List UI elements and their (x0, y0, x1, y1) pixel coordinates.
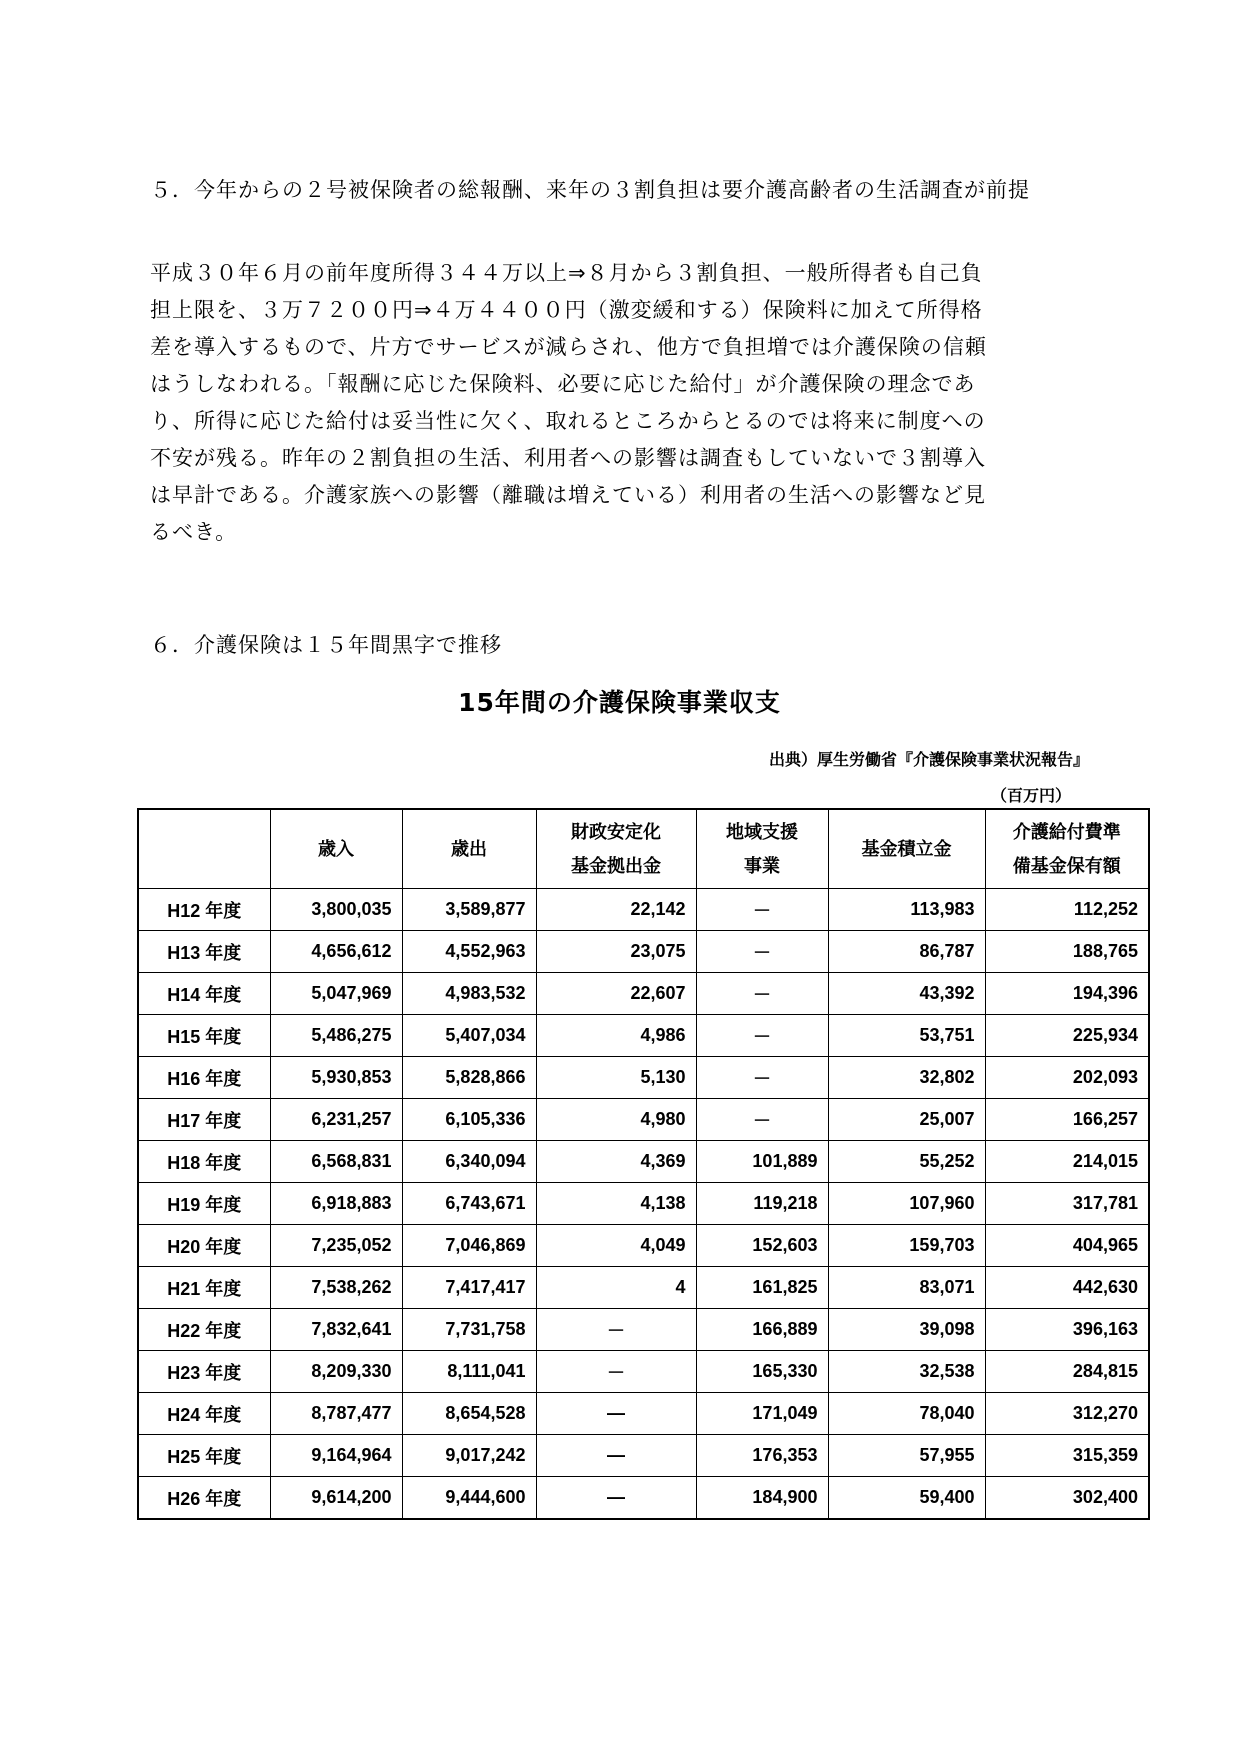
table-cell: 4 (536, 1267, 696, 1309)
row-year: H22 年度 (138, 1309, 270, 1351)
table-cell: 23,075 (536, 931, 696, 973)
table-cell: － (696, 889, 828, 931)
table-cell: 39,098 (828, 1309, 985, 1351)
table-cell: 55,252 (828, 1141, 985, 1183)
table-cell: 165,330 (696, 1351, 828, 1393)
table-row (138, 1225, 1149, 1267)
table-cell: 225,934 (985, 1015, 1149, 1057)
table-cell: 3,800,035 (270, 889, 402, 931)
table-cell: － (696, 931, 828, 973)
row-year: H16 年度 (138, 1057, 270, 1099)
row-year: H26 年度 (138, 1477, 270, 1520)
paragraph-line: 平成３０年６月の前年度所得３４４万以上⇒８月から３割負担、一般所得者も自己負 (150, 261, 983, 285)
header-community-support: 地域支援 事業 (696, 809, 828, 889)
table-row (138, 1435, 1149, 1477)
table-cell: 25,007 (828, 1099, 985, 1141)
header-row (138, 809, 1149, 889)
table-cell: 6,568,831 (270, 1141, 402, 1183)
table-row (138, 1183, 1149, 1225)
table-cell: 59,400 (828, 1477, 985, 1520)
table-cell: 214,015 (985, 1141, 1149, 1183)
table-row (138, 1015, 1149, 1057)
table-cell: 152,603 (696, 1225, 828, 1267)
paragraph-line: り、所得に応じた給付は妥当性に欠く、取れるところからとるのでは将来に制度への (150, 409, 986, 433)
row-year: H14 年度 (138, 973, 270, 1015)
table-cell: 57,955 (828, 1435, 985, 1477)
table-cell: 284,815 (985, 1351, 1149, 1393)
table-cell: 7,731,758 (402, 1309, 536, 1351)
table-cell: － (696, 973, 828, 1015)
table-cell: 5,047,969 (270, 973, 402, 1015)
table-cell: 4,369 (536, 1141, 696, 1183)
table-row (138, 931, 1149, 973)
table-cell: 317,781 (985, 1183, 1149, 1225)
table-cell: 43,392 (828, 973, 985, 1015)
table-cell: 5,486,275 (270, 1015, 402, 1057)
section-5-heading: ５．今年からの２号被保険者の総報酬、来年の３割負担は要介護高齢者の生活調査が前提 (150, 178, 1030, 202)
table-cell: － (696, 1015, 828, 1057)
table-cell: 6,918,883 (270, 1183, 402, 1225)
paragraph-line: るべき。 (150, 520, 238, 544)
header-fund-reserve: 基金積立金 (828, 809, 985, 889)
row-year: H17 年度 (138, 1099, 270, 1141)
table-row (138, 973, 1149, 1015)
header-benefit-reserve: 介護給付費準 備基金保有額 (985, 809, 1149, 889)
row-year: H24 年度 (138, 1393, 270, 1435)
table-cell: 6,231,257 (270, 1099, 402, 1141)
table-cell: 7,832,641 (270, 1309, 402, 1351)
table-cell: 9,444,600 (402, 1477, 536, 1520)
table-cell: ― (536, 1435, 696, 1477)
table-cell: 6,340,094 (402, 1141, 536, 1183)
table-cell: 202,093 (985, 1057, 1149, 1099)
table-cell: 4,552,963 (402, 931, 536, 973)
table-cell: 7,235,052 (270, 1225, 402, 1267)
table-cell: 396,163 (985, 1309, 1149, 1351)
table-cell: 5,828,866 (402, 1057, 536, 1099)
table-cell: 161,825 (696, 1267, 828, 1309)
table-cell: 9,614,200 (270, 1477, 402, 1520)
table-cell: － (536, 1309, 696, 1351)
table-cell: 32,802 (828, 1057, 985, 1099)
table-cell: 107,960 (828, 1183, 985, 1225)
table-cell: 22,142 (536, 889, 696, 931)
table-cell: 4,138 (536, 1183, 696, 1225)
table-row (138, 1267, 1149, 1309)
row-year: H20 年度 (138, 1225, 270, 1267)
table-cell: 312,270 (985, 1393, 1149, 1435)
table-cell: ― (536, 1477, 696, 1520)
table-cell: 6,105,336 (402, 1099, 536, 1141)
header-expenditure: 歳出 (402, 809, 536, 889)
table-cell: 112,252 (985, 889, 1149, 931)
table-cell: 8,209,330 (270, 1351, 402, 1393)
table-cell: 404,965 (985, 1225, 1149, 1267)
table-cell: 7,538,262 (270, 1267, 402, 1309)
table-cell: 442,630 (985, 1267, 1149, 1309)
table-cell: 78,040 (828, 1393, 985, 1435)
header-revenue: 歳入 (270, 809, 402, 889)
header-stabilization-fund: 財政安定化 基金拠出金 (536, 809, 696, 889)
table-cell: 315,359 (985, 1435, 1149, 1477)
table-cell: 9,164,964 (270, 1435, 402, 1477)
table-cell: 3,589,877 (402, 889, 536, 931)
table-cell: 8,787,477 (270, 1393, 402, 1435)
table-unit: （百万円） (990, 786, 1071, 805)
table-cell: 166,257 (985, 1099, 1149, 1141)
table-cell: 4,656,612 (270, 931, 402, 973)
table-cell: 113,983 (828, 889, 985, 931)
table-cell: 5,407,034 (402, 1015, 536, 1057)
table-cell: 22,607 (536, 973, 696, 1015)
table-cell: 194,396 (985, 973, 1149, 1015)
row-year: H18 年度 (138, 1141, 270, 1183)
row-year: H12 年度 (138, 889, 270, 931)
table-body (138, 889, 1149, 1520)
table-row (138, 1057, 1149, 1099)
paragraph-line: 担上限を、３万７２００円⇒４万４４００円（激変緩和する）保険料に加えて所得格 (150, 298, 983, 322)
table-cell: 4,986 (536, 1015, 696, 1057)
table-row (138, 1477, 1149, 1520)
table-cell: － (696, 1099, 828, 1141)
row-year: H23 年度 (138, 1351, 270, 1393)
table-cell: 6,743,671 (402, 1183, 536, 1225)
table-row (138, 1351, 1149, 1393)
table-header (138, 809, 1149, 889)
table-row (138, 1393, 1149, 1435)
table-cell: 5,930,853 (270, 1057, 402, 1099)
table-cell: ― (536, 1393, 696, 1435)
table-cell: 176,353 (696, 1435, 828, 1477)
table-cell: 9,017,242 (402, 1435, 536, 1477)
table-cell: 159,703 (828, 1225, 985, 1267)
table-title: 15年間の介護保険事業収支 (458, 688, 781, 717)
row-year: H21 年度 (138, 1267, 270, 1309)
table-cell: 184,900 (696, 1477, 828, 1520)
section-6-heading: ６．介護保険は１５年間黒字で推移 (150, 633, 502, 657)
table-row (138, 1309, 1149, 1351)
row-year: H25 年度 (138, 1435, 270, 1477)
paragraph-line: は早計である。介護家族への影響（離職は増えている）利用者の生活への影響など見 (150, 483, 986, 507)
header-blank (138, 809, 270, 889)
table-cell: 101,889 (696, 1141, 828, 1183)
table-cell: 4,049 (536, 1225, 696, 1267)
row-year: H13 年度 (138, 931, 270, 973)
table-cell: 166,889 (696, 1309, 828, 1351)
table-cell: 86,787 (828, 931, 985, 973)
section-5-paragraph (150, 255, 1090, 551)
table-row (138, 1141, 1149, 1183)
table-cell: 53,751 (828, 1015, 985, 1057)
paragraph-line: 不安が残る。昨年の２割負担の生活、利用者への影響は調査もしていないで３割導入 (150, 446, 986, 470)
table-row (138, 1099, 1149, 1141)
paragraph-line: はうしなわれる。「報酬に応じた保険料、必要に応じた給付」が介護保険の理念であ (150, 372, 976, 396)
table-cell: 83,071 (828, 1267, 985, 1309)
table-row (138, 889, 1149, 931)
table-cell: 188,765 (985, 931, 1149, 973)
table-cell: 8,111,041 (402, 1351, 536, 1393)
row-year: H15 年度 (138, 1015, 270, 1057)
row-year: H19 年度 (138, 1183, 270, 1225)
table-source: 出典）厚生労働省『介護保険事業状況報告』 (768, 750, 1089, 769)
table-cell: － (696, 1057, 828, 1099)
table-cell: 302,400 (985, 1477, 1149, 1520)
balance-table (137, 808, 1150, 1520)
table-cell: 119,218 (696, 1183, 828, 1225)
table-cell: 32,538 (828, 1351, 985, 1393)
table-cell: 5,130 (536, 1057, 696, 1099)
paragraph-line: 差を導入するもので、片方でサービスが減らされ、他方で負担増では介護保険の信頼 (150, 335, 987, 359)
table-cell: 7,046,869 (402, 1225, 536, 1267)
table-cell: 4,983,532 (402, 973, 536, 1015)
table-cell: － (536, 1351, 696, 1393)
table-cell: 171,049 (696, 1393, 828, 1435)
table-cell: 4,980 (536, 1099, 696, 1141)
table-cell: 7,417,417 (402, 1267, 536, 1309)
table-cell: 8,654,528 (402, 1393, 536, 1435)
